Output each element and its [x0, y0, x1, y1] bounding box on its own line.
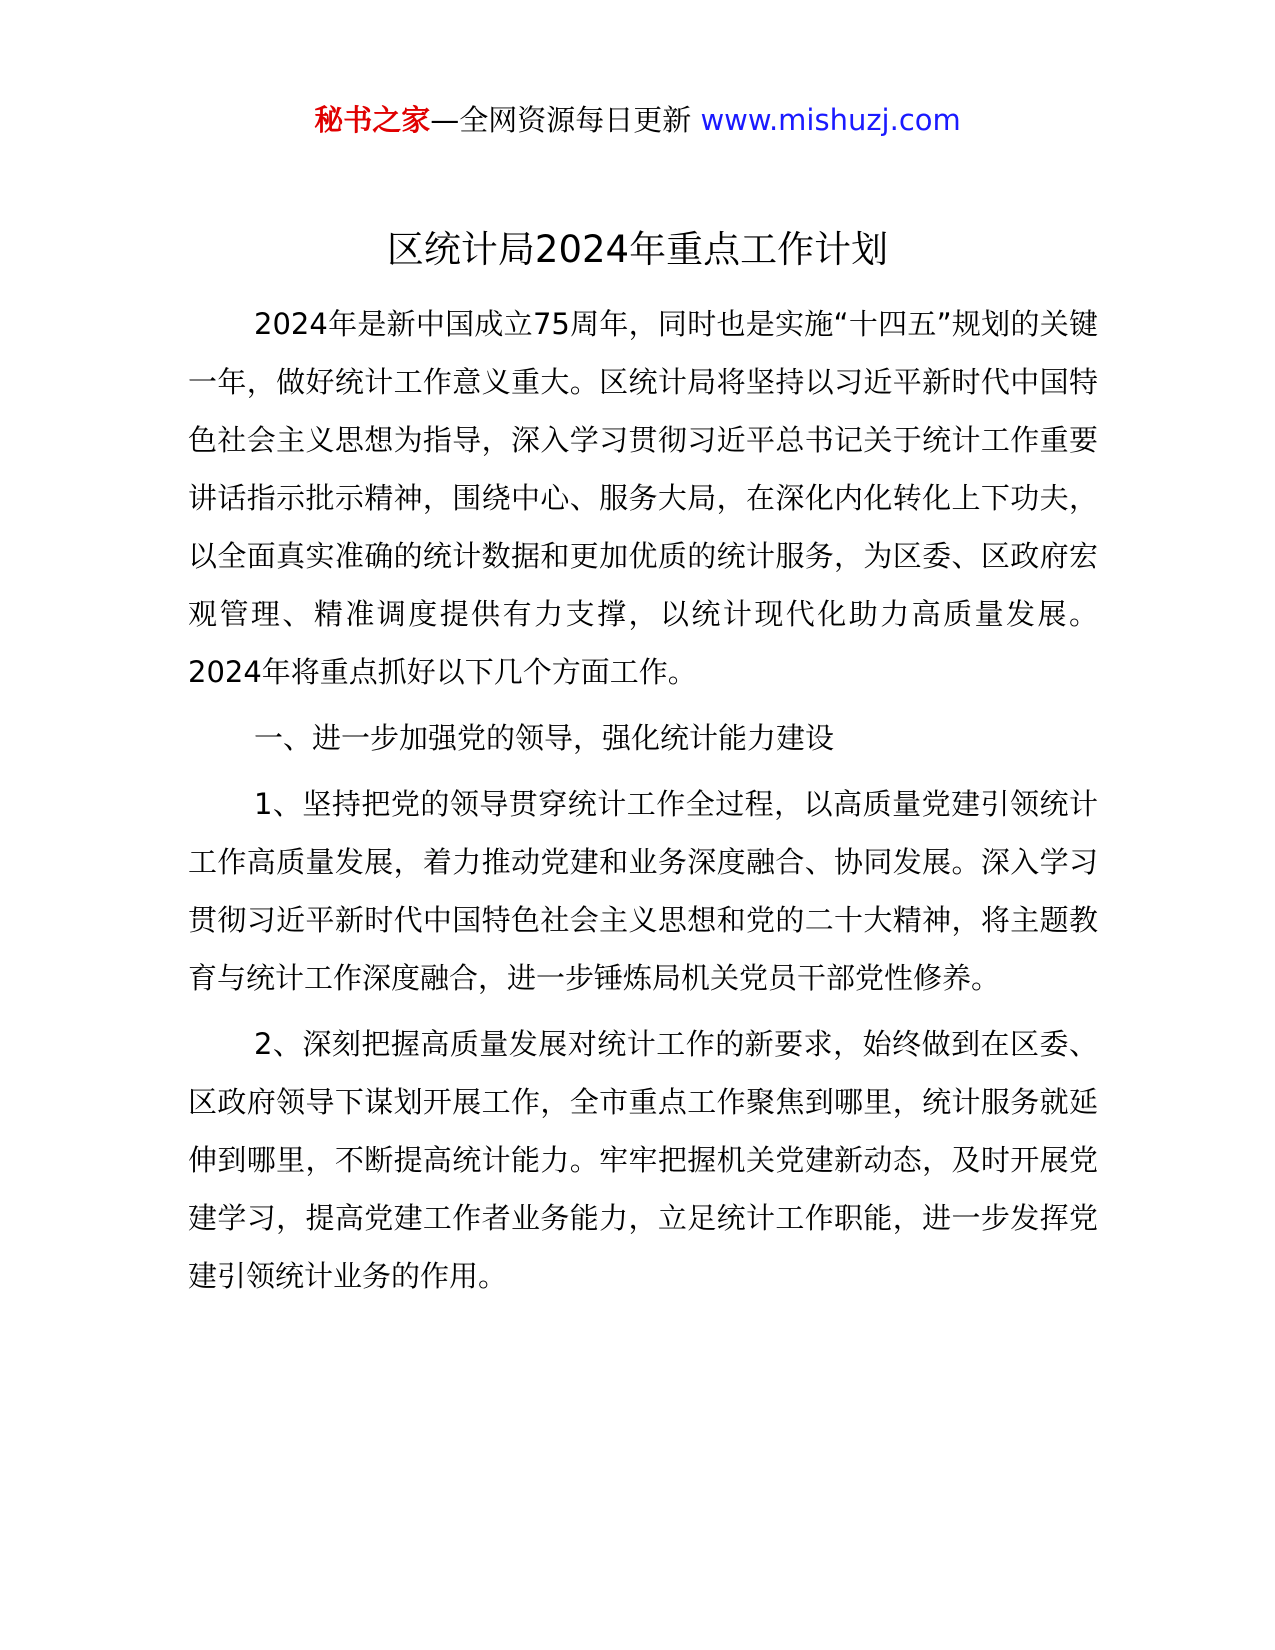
- site-url-link[interactable]: www.mishuzj.com: [700, 103, 961, 137]
- header-tagline: —全网资源每日更新: [430, 103, 692, 137]
- site-header: [0, 98, 1275, 142]
- body-paragraph-1: 1、坚持把党的领导贯穿统计工作全过程，以高质量党建引领统计工作高质量发展，着力推动党建和业务深度融合、协同发展。深入学习贯彻习近平新时代中国特色社会主义思想和党的二十大精神，将主题教育与统计工作深度融合，进一步锤炼局机关党员干部党性修养。: [188, 787, 1098, 995]
- body-paragraph-2: 2、深刻把握高质量发展对统计工作的新要求，始终做到在区委、区政府领导下谋划开展工作，全市重点工作聚焦到哪里，统计服务就延伸到哪里，不断提高统计能力。牢牢把握机关党建新动态，及时开展党建学习，提高党建工作者业务能力，立足统计工作职能，进一步发挥党建引领统计业务的作用。: [188, 1027, 1098, 1293]
- document-body: [188, 295, 1098, 1305]
- intro-paragraph: 2024年是新中国成立75周年，同时也是实施“十四五”规划的关键一年，做好统计工作意义重大。区统计局将坚持以习近平新时代中国特色社会主义思想为指导，深入学习贯彻习近平总书记关于统计工作重要讲话指示批示精神，围绕中心、服务大局，在深化内化转化上下功夫，以全面真实准确的统计数据和更加优质的统计服务，为区委、区政府宏观管理、精准调度提供有力支撑，以统计现代化助力高质量发展。2024年将重点抓好以下几个方面工作。: [188, 307, 1098, 689]
- document-title: 区统计局2024年重点工作计划: [386, 228, 889, 271]
- brand-name: 秘书之家: [314, 103, 431, 137]
- section-heading: 一、进一步加强党的领导，强化统计能力建设: [254, 721, 835, 755]
